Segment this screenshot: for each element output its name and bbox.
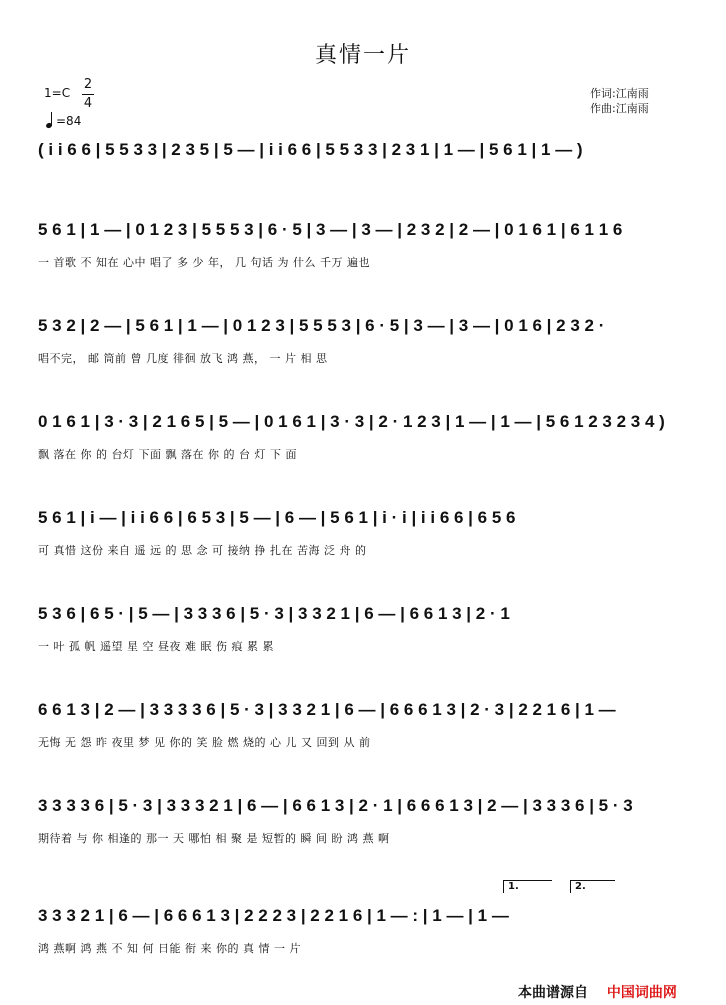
- time-signature-denominator: 4: [83, 96, 93, 111]
- key-signature: 1=C: [44, 86, 71, 100]
- notation-line: 3 3 3 2 1 | 6 — | 6 6 6 1 3 | 2 2 2 3 | 2 2 1 6 | 1 — : | 1 — | 1 —: [38, 906, 509, 925]
- time-signature-numerator: 2: [83, 77, 93, 92]
- notation-line: 0 1 6 1 | 3 · 3 | 2 1 6 5 | 5 — | 0 1 6 1 | 3 · 3 | 2 · 1 2 3 | 1 — | 1 — | 5 6 1 2 3 2 3 4 ): [38, 412, 665, 431]
- lyrics-line: 唱不完， 邮 筒前 曾 几度 徘徊 放飞 鸿 燕， 一 片 相 思: [38, 352, 328, 365]
- notation-line: 5 6 1 | 1 — | 0 1 2 3 | 5 5 5 3 | 6 · 5 | 3 — | 3 — | 2 3 2 | 2 — | 0 1 6 1 | 6 1 1 6: [38, 220, 623, 239]
- notation-line: 5 3 6 | 6 5 · | 5 — | 3 3 3 6 | 5 · 3 | 3 3 2 1 | 6 — | 6 6 1 3 | 2 · 1: [38, 604, 510, 623]
- credits: [590, 86, 649, 116]
- lyrics-line: 可 真惜 这份 来自 遥 远 的 思 念 可 接纳 挣 扎在 苦海 泛 舟 的: [38, 544, 367, 557]
- lyrics-line: 一 叶 孤 帆 遥望 星 空 昼夜 难 眠 伤 痕 累 累: [38, 640, 274, 653]
- page-title: 真情一片: [314, 43, 411, 68]
- notation-line: 5 3 2 | 2 — | 5 6 1 | 1 — | 0 1 2 3 | 5 5 5 3 | 6 · 5 | 3 — | 3 — | 0 1 6 | 2 3 2 ·: [38, 316, 605, 335]
- notation-line: 6 6 1 3 | 2 — | 3 3 3 3 6 | 5 · 3 | 3 3 2 1 | 6 — | 6 6 6 1 3 | 2 · 3 | 2 2 1 6 | 1 —: [38, 700, 616, 719]
- time-signature: [82, 76, 94, 113]
- lyrics-line: 飘 落在 你 的 台灯 下面 飘 落在 你 的 台 灯 下 面: [38, 448, 297, 461]
- notation-line: 5 6 1 | i — | i i 6 6 | 6 5 3 | 5 — | 6 — | 5 6 1 | i · i | i i 6 6 | 6 5 6: [38, 508, 516, 527]
- composer-credit: 作曲:江南雨: [590, 102, 649, 115]
- source-label: 本曲谱源自: [518, 985, 588, 1001]
- volta-second-ending: 2.: [570, 880, 615, 893]
- lyricist-credit: 作词:江南雨: [590, 87, 649, 100]
- tempo-marking: [46, 112, 81, 128]
- lyrics-line: 一 首歌 不 知在 心中 唱了 多 少 年， 几 句话 为 什么 千万 遍也: [38, 256, 370, 269]
- lyrics-line: 鸿 燕啊 鸿 燕 不 知 何 日能 衔 来 你的 真 情 一 片: [38, 942, 301, 955]
- lyrics-line: 无悔 无 怨 昨 夜里 梦 见 你的 笑 脸 燃 烧的 心 儿 又 回到 从 前: [38, 736, 371, 749]
- notation-line: ( i i 6 6 | 5 5 3 3 | 2 3 5 | 5 — | i i 6 6 | 5 5 3 3 | 2 3 1 | 1 — | 5 6 1 | 1 — ): [38, 140, 583, 159]
- source-footer: [518, 982, 677, 1002]
- volta-first-ending: 1.: [503, 880, 552, 893]
- quarter-note-icon: [46, 112, 52, 128]
- tempo-value: =84: [56, 114, 82, 128]
- source-site-link[interactable]: 中国词曲网: [606, 985, 677, 1001]
- lyrics-line: 期待着 与 你 相逢的 那一 天 哪怕 相 聚 是 短暂的 瞬 间 盼 鸿 燕 啊: [38, 832, 390, 845]
- notation-line: 3 3 3 3 6 | 5 · 3 | 3 3 3 2 1 | 6 — | 6 6 1 3 | 2 · 1 | 6 6 6 1 3 | 2 — | 3 3 3 6 | 5 · 3: [38, 796, 633, 815]
